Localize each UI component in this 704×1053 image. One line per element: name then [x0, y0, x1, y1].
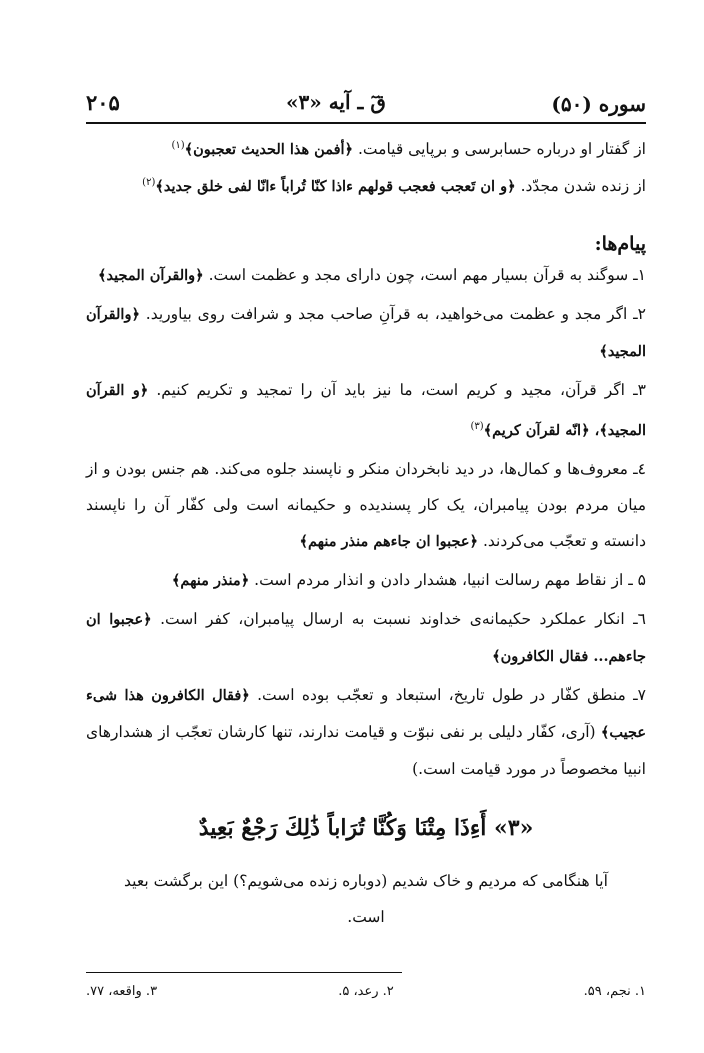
- page-number: ۲۰۵: [86, 90, 120, 115]
- quran-verse: [86, 813, 646, 843]
- intro-line-2: [86, 171, 646, 199]
- verse-translation: آیا هنگامی که مردیم و خاک شدیم (دوباره زنده می‌شویم؟) این برگشت بعید است.: [124, 872, 608, 927]
- message-item-5: [86, 562, 646, 599]
- message-item-3: [86, 372, 646, 449]
- message-item-6: [86, 601, 646, 675]
- verse-text: أَءِذَا مِتْنَا وَكُنَّا تُرَاباً ذَٰلِكَ رَجْعٌ بَعِيدٌ: [198, 815, 487, 842]
- message-item-7: [86, 677, 646, 787]
- footnote-3: ۳. واقعه، ۷۷.: [86, 984, 158, 999]
- message-arabic: ﴿والقرآن المجید﴾: [86, 306, 646, 361]
- footnote-1: ۱. نجم، ۵۹.: [583, 984, 646, 999]
- book-page: [86, 86, 646, 1026]
- footnotes: [86, 984, 646, 999]
- footnote-2: ۲. رعد، ۵.: [338, 984, 394, 999]
- message-tail: (آری، کفّار دلیلی بر نفی نبوّت و قیامت ندارند، تنها کارشان تعجّب از هشدارهای انبیا مخصوصاً در مورد قیامت است.): [86, 723, 646, 779]
- message-text: ۲ـ اگر مجد و عظمت می‌خواهید، به قرآنِ صاحب مجد و شرافت روی بیاورید.: [145, 305, 646, 324]
- message-item-2: [86, 296, 646, 370]
- message-item-4: [86, 451, 646, 560]
- intro-line-1-arabic: ﴿أفمن هذا الحديث تعجبون﴾: [184, 141, 354, 159]
- message-text: ٦ـ انکار عملکرد حکیمانه‌ی خداوند نسبت به ارسال پیامبران، کفر است.: [160, 610, 646, 629]
- message-arabic: ﴿فقال الکافرون هذا شیء عجیب﴾: [86, 687, 646, 742]
- page-header: [86, 86, 646, 124]
- message-arabic: ﴿منذر منهم﴾: [171, 572, 250, 590]
- footnote-ref-3: (۳): [470, 421, 484, 433]
- footnote-ref-2: (۲): [142, 177, 156, 189]
- intro-line-2-arabic: ﴿و ان تَعجب فعجب قولهم ءاذا كنّا تُراباً ءانّا لفى خلق جديد﴾: [155, 178, 516, 196]
- ayah-label: قٓ ـ آیه «۳»: [286, 90, 386, 114]
- message-arabic: ﴿عجبوا ان جاءهم منذر منهم﴾: [299, 533, 478, 551]
- intro-line-1-text: از گفتار او درباره حسابرسی و برپایی قیامت.: [358, 140, 646, 159]
- message-arabic: ﴿والقرآن المجید﴾: [97, 267, 204, 285]
- messages-heading: پیام‌ها:: [594, 233, 646, 256]
- message-text: ۳ـ اگر قرآن، مجید و کریم است، ما نیز باید آن را تمجید و تکریم کنیم.: [156, 381, 646, 400]
- footnote-divider: [86, 972, 402, 973]
- message-text: ۱ـ سوگند به قرآن بسیار مهم است، چون دارای مجد و عظمت است.: [208, 266, 646, 285]
- intro-line-2-text: از زنده شدن مجدّد.: [520, 177, 646, 196]
- message-arabic: ﴿و القرآن المجید﴾، ﴿انّه لقرآن کریم﴾: [86, 382, 646, 440]
- message-arabic: ﴿عجبوا ان جاءهم... فقال الکافرون﴾: [86, 611, 646, 666]
- message-text: ٤ـ معروف‌ها و کمال‌ها، در دید نابخردان منکر و ناپسند جلوه می‌کند. هم جنس بودن و از میان مردم بودن پیامبران، یک کار پسندیده و حکیمانه است ولی کفّار آن را ناپسند دانسته و تعجّب می‌کردند.: [86, 460, 646, 551]
- message-text: ۵ ـ از نقاط مهم رسالت انبیا، هشدار دادن و انذار مردم است.: [254, 571, 646, 590]
- verse-number: «۳»: [493, 815, 534, 842]
- message-text: ۷ـ منطق کفّار در طول تاریخ، استبعاد و تعجّب بوده است.: [257, 686, 646, 705]
- intro-line-1: [86, 134, 646, 162]
- surah-label: سوره (۵۰): [551, 92, 646, 116]
- message-item-1: [86, 257, 646, 294]
- intro-block: [86, 134, 646, 199]
- footnote-ref-1: (۱): [171, 140, 185, 151]
